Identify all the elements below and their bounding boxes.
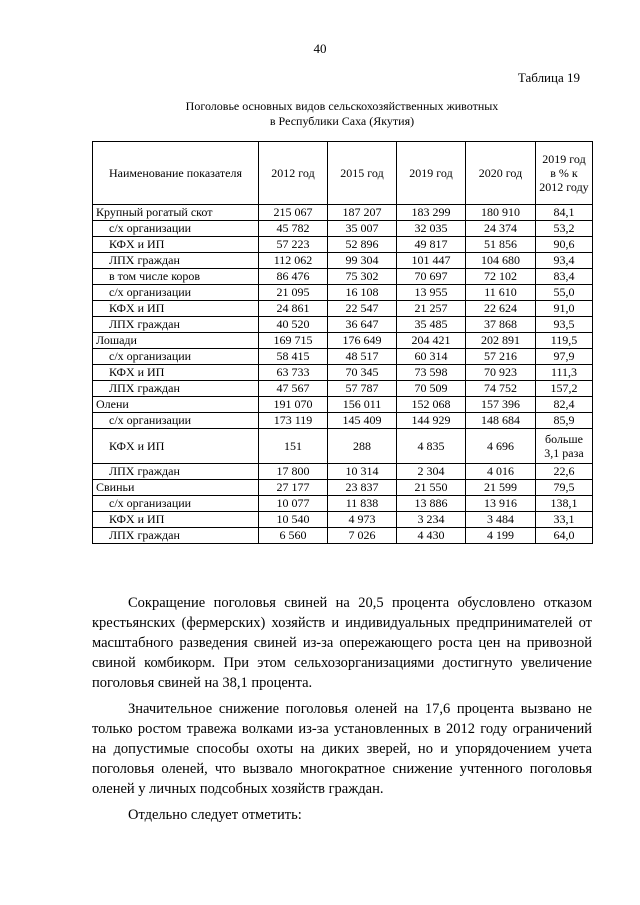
row-value-cell: 152 068 — [397, 397, 466, 413]
row-value-cell: 4 835 — [397, 429, 466, 464]
row-value-cell: 22 624 — [466, 301, 536, 317]
row-value-cell: 32 035 — [397, 221, 466, 237]
row-value-cell: 45 782 — [259, 221, 328, 237]
row-value-cell: 91,0 — [536, 301, 593, 317]
row-indicator-name: КФХ и ИП — [93, 301, 259, 317]
row-value-cell: 79,5 — [536, 480, 593, 496]
row-value-cell: 49 817 — [397, 237, 466, 253]
row-value-cell: 215 067 — [259, 205, 328, 221]
paragraph-1: Сокращение поголовья свиней на 20,5 процента обусловлено отказом крестьянских (фермерских) хозяйств и индивидуальных предпринимателей от масштабного разведения свиней из-за опережающего роста цен на привозной свиной комбикорм. При этом сельхозорганизациями достигнуто увеличение поголовья свиней на 38,1 процента. — [92, 595, 592, 691]
row-value-cell: 70 923 — [466, 365, 536, 381]
row-value-cell: 13 955 — [397, 285, 466, 301]
table-row — [93, 301, 593, 317]
table-row — [93, 397, 593, 413]
row-value-cell: 7 026 — [328, 528, 397, 544]
row-value-cell: 84,1 — [536, 205, 593, 221]
page-number: 40 — [313, 41, 327, 56]
row-value-cell: 36 647 — [328, 317, 397, 333]
row-value-cell: 288 — [328, 429, 397, 464]
row-value-cell: 157 396 — [466, 397, 536, 413]
row-value-cell: 173 119 — [259, 413, 328, 429]
row-value-cell: 72 102 — [466, 269, 536, 285]
row-indicator-name: Олени — [93, 397, 259, 413]
row-value-cell: 4 016 — [466, 464, 536, 480]
row-value-cell: 82,4 — [536, 397, 593, 413]
row-value-cell: 60 314 — [397, 349, 466, 365]
row-indicator-name: с/х организации — [93, 221, 259, 237]
row-indicator-name: с/х организации — [93, 496, 259, 512]
table-row — [93, 381, 593, 397]
row-value-cell: 35 007 — [328, 221, 397, 237]
table-row — [93, 365, 593, 381]
row-value-cell: 40 520 — [259, 317, 328, 333]
row-value-cell: 22 547 — [328, 301, 397, 317]
table-row — [93, 512, 593, 528]
row-indicator-name: в том числе коров — [93, 269, 259, 285]
table-row — [93, 480, 593, 496]
row-value-cell: 111,3 — [536, 365, 593, 381]
header-2015: 2015 год — [328, 142, 397, 205]
row-value-cell: 53,2 — [536, 221, 593, 237]
row-value-cell: 83,4 — [536, 269, 593, 285]
row-value-cell: 97,9 — [536, 349, 593, 365]
row-value-cell: 11 610 — [466, 285, 536, 301]
row-value-cell: 183 299 — [397, 205, 466, 221]
row-value-cell: 4 973 — [328, 512, 397, 528]
row-indicator-name: с/х организации — [93, 349, 259, 365]
row-value-cell: 52 896 — [328, 237, 397, 253]
row-value-cell: 138,1 — [536, 496, 593, 512]
row-value-cell: 151 — [259, 429, 328, 464]
row-value-cell: 101 447 — [397, 253, 466, 269]
row-value-cell: 3 234 — [397, 512, 466, 528]
row-indicator-name: КФХ и ИП — [93, 237, 259, 253]
row-value-cell: 13 886 — [397, 496, 466, 512]
table-row — [93, 253, 593, 269]
table-row — [93, 221, 593, 237]
table-title — [92, 99, 592, 129]
table-label: Таблица 19 — [517, 70, 580, 85]
row-value-cell: 119,5 — [536, 333, 593, 349]
row-value-cell: 148 684 — [466, 413, 536, 429]
row-indicator-name: с/х организации — [93, 413, 259, 429]
row-indicator-name: ЛПХ граждан — [93, 381, 259, 397]
table-header-row — [93, 142, 593, 205]
row-value-cell: 13 916 — [466, 496, 536, 512]
row-value-cell: 157,2 — [536, 381, 593, 397]
row-value-cell: 17 800 — [259, 464, 328, 480]
table-row — [93, 496, 593, 512]
row-value-cell: 176 649 — [328, 333, 397, 349]
row-value-cell: 202 891 — [466, 333, 536, 349]
row-value-cell: 23 837 — [328, 480, 397, 496]
row-value-cell: 93,4 — [536, 253, 593, 269]
row-value-cell: 90,6 — [536, 237, 593, 253]
row-value-cell: 70 509 — [397, 381, 466, 397]
row-value-cell: 204 421 — [397, 333, 466, 349]
row-value-cell: 169 715 — [259, 333, 328, 349]
header-percent-2019-vs-2012: 2019 год в % к 2012 году — [536, 142, 593, 205]
header-2012: 2012 год — [259, 142, 328, 205]
row-value-cell: 21 550 — [397, 480, 466, 496]
row-value-cell: 10 077 — [259, 496, 328, 512]
table-row — [93, 237, 593, 253]
table-row — [93, 333, 593, 349]
table-row — [93, 413, 593, 429]
row-value-cell: 99 304 — [328, 253, 397, 269]
row-value-cell: 24 861 — [259, 301, 328, 317]
row-indicator-name: ЛПХ граждан — [93, 528, 259, 544]
header-2019: 2019 год — [397, 142, 466, 205]
row-value-cell: 27 177 — [259, 480, 328, 496]
row-value-cell: 37 868 — [466, 317, 536, 333]
table-row — [93, 285, 593, 301]
row-value-cell: 180 910 — [466, 205, 536, 221]
table-row — [93, 317, 593, 333]
row-indicator-name: Свиньи — [93, 480, 259, 496]
row-value-cell: 16 108 — [328, 285, 397, 301]
table-row — [93, 349, 593, 365]
row-value-cell: 24 374 — [466, 221, 536, 237]
row-value-cell: 187 207 — [328, 205, 397, 221]
table-title-line-2: в Республики Саха (Якутия) — [269, 114, 415, 128]
table-row — [93, 269, 593, 285]
table-row — [93, 205, 593, 221]
paragraph-2: Значительное снижение поголовья оленей на 17,6 процента вызвано не только ростом травежа волками из-за установленных в 2012 году ограничений на допустимые способы охоты на диких зверей, но и упорядочением учета поголовья оленей, что вызвало многократное снижение учтенного поголовья оленей у личных подсобных хозяйств граждан. — [92, 701, 592, 797]
row-indicator-name: ЛПХ граждан — [93, 253, 259, 269]
row-value-cell: 21 599 — [466, 480, 536, 496]
row-value-cell: 70 345 — [328, 365, 397, 381]
row-indicator-name: КФХ и ИП — [93, 365, 259, 381]
row-value-cell: 47 567 — [259, 381, 328, 397]
table-body — [93, 205, 593, 544]
row-value-cell: 35 485 — [397, 317, 466, 333]
row-value-cell: 11 838 — [328, 496, 397, 512]
header-2020: 2020 год — [466, 142, 536, 205]
row-indicator-name: ЛПХ граждан — [93, 464, 259, 480]
row-value-cell: 10 314 — [328, 464, 397, 480]
row-value-cell: 6 560 — [259, 528, 328, 544]
row-value-cell: 21 095 — [259, 285, 328, 301]
row-value-cell: 74 752 — [466, 381, 536, 397]
row-value-cell: больше 3,1 раза — [536, 429, 593, 464]
row-indicator-name: с/х организации — [93, 285, 259, 301]
row-value-cell: 63 733 — [259, 365, 328, 381]
table-row — [93, 464, 593, 480]
row-value-cell: 191 070 — [259, 397, 328, 413]
table-row — [93, 528, 593, 544]
row-indicator-name: ЛПХ граждан — [93, 317, 259, 333]
row-value-cell: 58 415 — [259, 349, 328, 365]
row-value-cell: 21 257 — [397, 301, 466, 317]
row-value-cell: 33,1 — [536, 512, 593, 528]
row-value-cell: 75 302 — [328, 269, 397, 285]
row-value-cell: 70 697 — [397, 269, 466, 285]
row-value-cell: 10 540 — [259, 512, 328, 528]
body-text — [92, 593, 592, 831]
row-indicator-name: КФХ и ИП — [93, 512, 259, 528]
row-value-cell: 3 484 — [466, 512, 536, 528]
row-value-cell: 57 223 — [259, 237, 328, 253]
row-value-cell: 86 476 — [259, 269, 328, 285]
row-value-cell: 145 409 — [328, 413, 397, 429]
paragraph-3: Отдельно следует отметить: — [128, 807, 302, 823]
row-value-cell: 73 598 — [397, 365, 466, 381]
row-value-cell: 104 680 — [466, 253, 536, 269]
table-row — [93, 429, 593, 464]
row-value-cell: 57 787 — [328, 381, 397, 397]
row-value-cell: 55,0 — [536, 285, 593, 301]
row-indicator-name: Лошади — [93, 333, 259, 349]
row-value-cell: 51 856 — [466, 237, 536, 253]
row-value-cell: 156 011 — [328, 397, 397, 413]
row-value-cell: 48 517 — [328, 349, 397, 365]
row-value-cell: 4 430 — [397, 528, 466, 544]
header-indicator-name: Наименование показателя — [93, 142, 259, 205]
row-value-cell: 22,6 — [536, 464, 593, 480]
row-indicator-name: Крупный рогатый скот — [93, 205, 259, 221]
row-value-cell: 57 216 — [466, 349, 536, 365]
row-value-cell: 112 062 — [259, 253, 328, 269]
row-value-cell: 64,0 — [536, 528, 593, 544]
row-value-cell: 85,9 — [536, 413, 593, 429]
row-value-cell: 93,5 — [536, 317, 593, 333]
row-value-cell: 144 929 — [397, 413, 466, 429]
row-value-cell: 4 199 — [466, 528, 536, 544]
row-indicator-name: КФХ и ИП — [93, 429, 259, 464]
row-value-cell: 2 304 — [397, 464, 466, 480]
row-value-cell: 4 696 — [466, 429, 536, 464]
table-title-line-1: Поголовье основных видов сельскохозяйственных животных — [185, 99, 499, 113]
livestock-table — [92, 141, 593, 544]
